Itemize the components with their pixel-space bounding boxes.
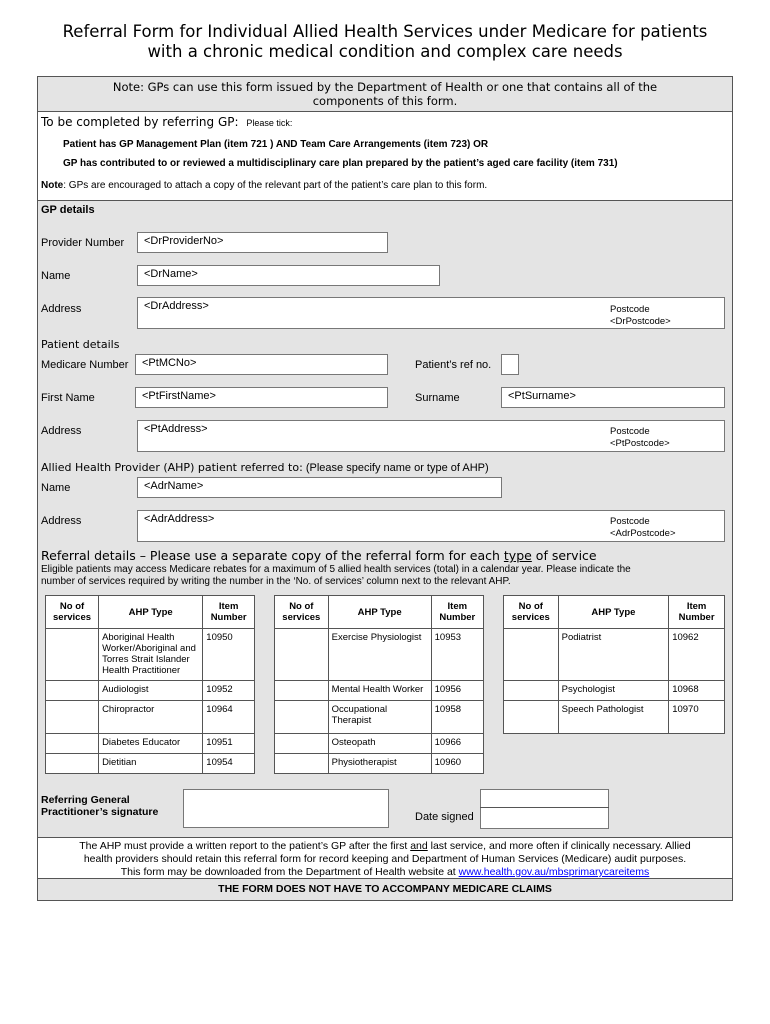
date-divider [480,807,609,808]
ahp-table-2 [274,595,484,774]
gp-postcode: Postcode <DrPostcode> [610,304,671,327]
ahp-type-cell: Exercise Physiologist [328,629,431,681]
option-aged-care-plan[interactable]: GP has contributed to or reviewed a multidisciplinary care plan prepared by the patient’s aged care facility (item 731) [63,158,618,169]
item-number-header: Item Number [203,596,255,629]
gp-address-label: Address [41,303,82,315]
table-row [46,681,255,701]
item-number-header: Item Number [431,596,483,629]
ahp-type-cell: Mental Health Worker [328,681,431,701]
table-header-row [46,596,255,629]
gp-details-heading: GP details [41,204,95,216]
patient-postcode: Postcode <PtPostcode> [610,426,670,449]
surname-field[interactable]: <PtSurname> [501,387,725,408]
no-of-services-cell[interactable] [504,629,559,681]
ahp-type-cell: Dietitian [99,754,203,774]
date-signed-label: Date signed [415,811,474,823]
no-of-services-header: No of services [46,596,99,629]
medicare-number-label: Medicare Number [41,359,129,371]
table-row [504,629,725,681]
ahp-table-1 [45,595,255,774]
no-of-services-cell[interactable] [46,734,99,754]
no-of-services-cell[interactable] [275,754,329,774]
referral-text: Eligible patients may access Medicare rebates for a maximum of 5 allied health services (total) in a calendar year. Please indicate the number of services required by writing the number in the ‘No. of services’ column next to the relevant AHP. [41,564,631,587]
medicare-number-field[interactable]: <PtMCNo> [135,354,388,375]
ahp-type-cell: Psychologist [558,681,669,701]
please-tick-label: Please tick: [246,118,293,128]
item-number-cell: 10964 [203,701,255,734]
page-title: Referral Form for Individual Allied Health Services under Medicare for patients with a chronic medical condition and complex care needs [62,22,708,61]
patient-details-heading: Patient details [41,338,120,351]
no-of-services-header: No of services [275,596,329,629]
ahp-type-cell: Audiologist [99,681,203,701]
item-number-cell: 10966 [431,734,483,754]
table-row [46,701,255,734]
item-number-cell: 10952 [203,681,255,701]
patient-ref-field[interactable] [501,354,519,375]
ahp-type-cell: Occupational Therapist [328,701,431,734]
ahp-type-cell: Aboriginal Health Worker/Aboriginal and Torres Strait Islander Health Practitioner [99,629,203,681]
no-of-services-cell[interactable] [275,629,329,681]
table-row [46,754,255,774]
ahp-postcode: Postcode <AdrPostcode> [610,516,676,539]
ahp-type-cell: Physiotherapist [328,754,431,774]
table-row [504,701,725,734]
item-number-cell: 10958 [431,701,483,734]
table-row [46,734,255,754]
no-of-services-cell[interactable] [46,701,99,734]
footer-text: The AHP must provide a written report to the patient’s GP after the first and last service, and more often if clinically necessary. Allied health providers should retain this referral form for record keeping and Department of Human Services (Medicare) audit purposes. This form may be downloaded from the Department of Health website at www.health.gov.au/mbsprimarycareitems [79,840,691,878]
patient-address-label: Address [41,425,82,437]
table-row [275,734,484,754]
no-of-services-cell[interactable] [275,681,329,701]
gp-address-field[interactable]: <DrAddress> Postcode <DrPostcode> [137,297,725,329]
item-number-cell: 10953 [431,629,483,681]
gp-name-field[interactable]: <DrName> [137,265,440,286]
ahp-table-3 [503,595,725,734]
table-row [46,629,255,681]
patient-ref-label: Patient’s ref no. [415,359,492,371]
item-number-cell: 10968 [669,681,725,701]
first-name-label: First Name [41,392,95,404]
table-row [275,701,484,734]
gp-section-heading: To be completed by referring GP: Please tick: [41,115,293,129]
table-header-row [275,596,484,629]
no-of-services-cell[interactable] [504,681,559,701]
surname-label: Surname [415,392,460,404]
item-number-cell: 10970 [669,701,725,734]
item-number-cell: 10960 [431,754,483,774]
patient-address-field[interactable]: <PtAddress> Postcode <PtPostcode> [137,420,725,452]
no-of-services-cell[interactable] [275,734,329,754]
ahp-type-cell: Osteopath [328,734,431,754]
provider-number-label: Provider Number [41,237,125,249]
no-of-services-cell[interactable] [46,681,99,701]
ahp-name-label: Name [41,482,71,494]
table-header-row [504,596,725,629]
signature-label: Referring General Practitioner’s signature [41,794,159,818]
no-of-services-cell[interactable] [275,701,329,734]
item-number-cell: 10954 [203,754,255,774]
provider-number-field[interactable]: <DrProviderNo> [137,232,388,253]
gp-note: Note: GPs are encouraged to attach a copy of the relevant part of the patient’s care plan to this form. [41,180,488,191]
first-name-field[interactable]: <PtFirstName> [135,387,388,408]
item-number-cell: 10950 [203,629,255,681]
ahp-type-header: AHP Type [328,596,431,629]
health-website-link[interactable]: www.health.gov.au/mbsprimarycareitems [458,866,650,878]
date-signed-field[interactable] [480,789,609,829]
item-number-cell: 10956 [431,681,483,701]
signature-field[interactable] [183,789,389,828]
ahp-type-cell: Speech Pathologist [558,701,669,734]
no-of-services-cell[interactable] [46,629,99,681]
ahp-address-field[interactable]: <AdrAddress> Postcode <AdrPostcode> [137,510,725,542]
no-of-services-cell[interactable] [46,754,99,774]
claims-banner: THE FORM DOES NOT HAVE TO ACCOMPANY MEDICARE CLAIMS [38,879,732,900]
table-row [275,681,484,701]
note-banner: Note: GPs can use this form issued by the Department of Health or one that contains all of the components of this form. [38,77,732,111]
item-number-cell: 10951 [203,734,255,754]
no-of-services-header: No of services [504,596,559,629]
ahp-address-label: Address [41,515,82,527]
table-row [504,681,725,701]
ahp-type-cell: Diabetes Educator [99,734,203,754]
ahp-type-header: AHP Type [99,596,203,629]
table-row [275,754,484,774]
table-row [275,629,484,681]
gp-name-label: Name [41,270,71,282]
no-of-services-cell[interactable] [504,701,559,734]
ahp-type-cell: Chiropractor [99,701,203,734]
ahp-heading: Allied Health Provider (AHP) patient referred to: (Please specify name or type of AHP) [41,461,489,474]
ahp-name-field[interactable]: <AdrName> [137,477,502,498]
ahp-type-header: AHP Type [558,596,669,629]
item-number-cell: 10962 [669,629,725,681]
referral-heading: Referral details – Please use a separate copy of the referral form for each type of service [41,548,597,563]
item-number-header: Item Number [669,596,725,629]
ahp-type-cell: Podiatrist [558,629,669,681]
option-gp-management-plan[interactable]: Patient has GP Management Plan (item 721 ) AND Team Care Arrangements (item 723) OR [63,139,489,150]
